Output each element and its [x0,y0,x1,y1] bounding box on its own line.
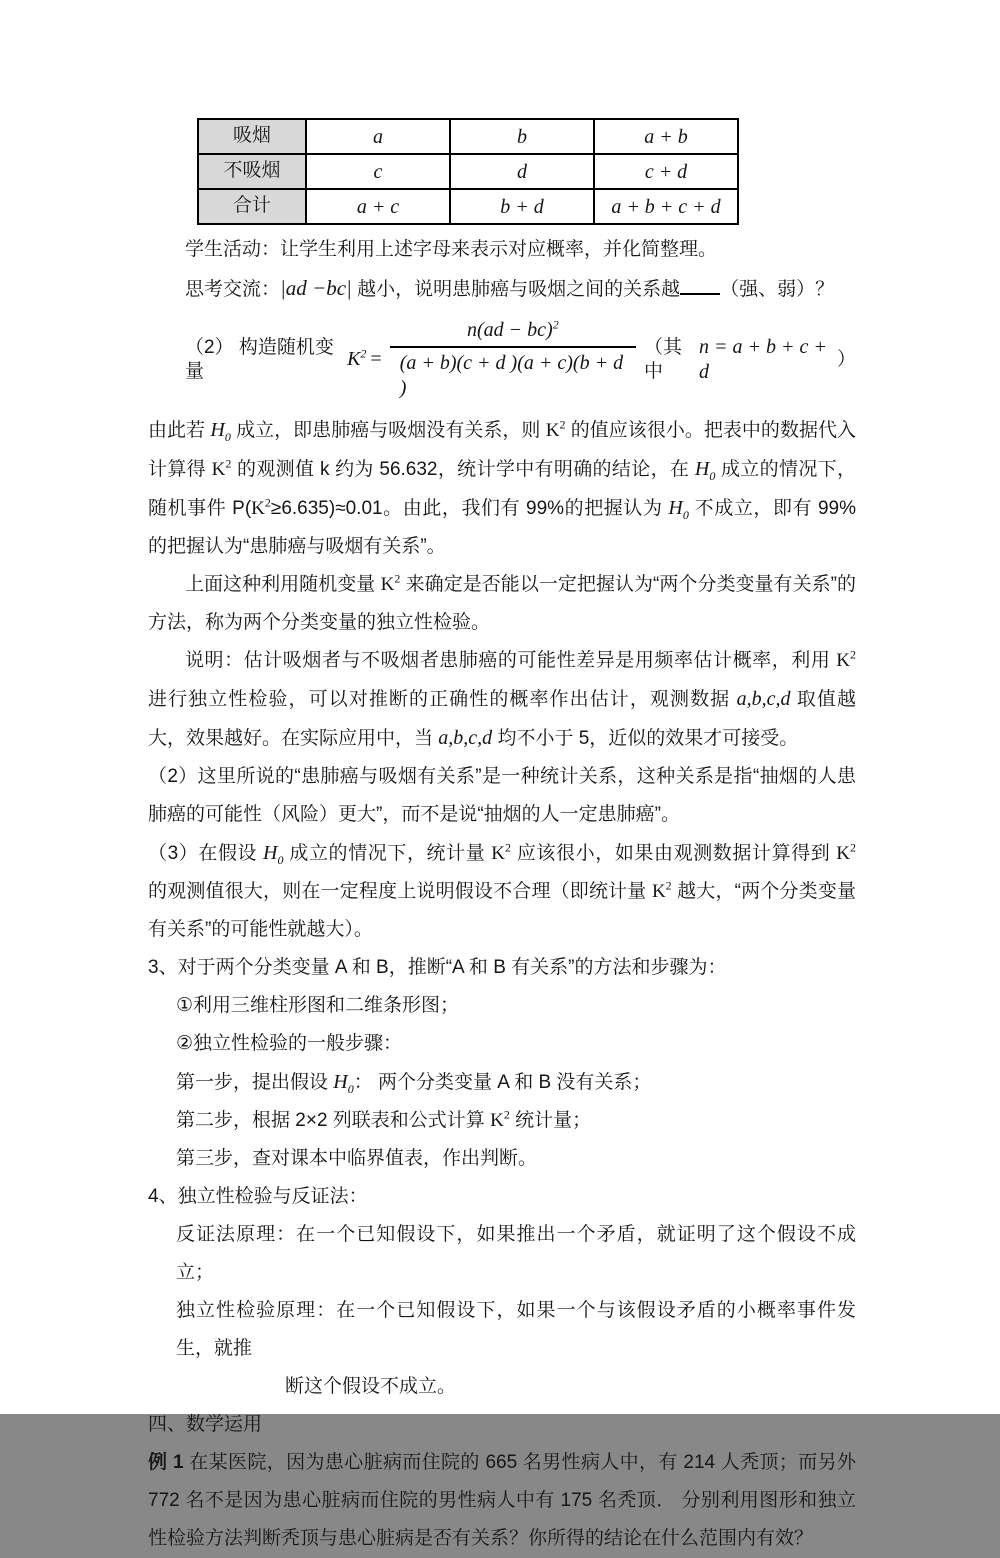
formula-where-open: （其中 [643,336,682,382]
student-activity-line [148,231,856,269]
fraction [390,318,636,401]
text-run: 在某医院，因为患心脏病而住院的 665 名男性病人中，有 214 人秃顶；而另外 772 名不是因为患心脏病而住院的男性病人中有 175 名秃顶． 分别利用图形和独立性检验方法判断秃顶与患心脏病是否有关系？你所得的结论在什么范围内有效？ [148,1452,856,1549]
table-cell: d [450,154,594,189]
text-run: 均不小于 5，近似的效果才可接受。 [492,728,799,749]
text-run: 成立，即患肺癌与吸烟没有关系，则 [230,420,546,441]
text-run: 的观测值 k 约为 56.632，统计学中有明确的结论，在 [231,459,695,480]
math-K2: $K^2$ [491,840,511,864]
text-run: 的观测值很大，则在一定程度上说明假设不合理（即统计量 [148,881,652,902]
equals-sign: = [370,348,382,370]
text-run: ： 两个分类变量 A 和 B 没有关系； [353,1072,652,1093]
text-run: 成立的情况下，统计量 [283,843,492,864]
table-cell: a + c [306,189,450,224]
math-K2: $K^2$ [651,878,672,902]
section4-line1 [148,1216,856,1292]
formula-where-n: n = a + b + c + d [699,335,827,383]
text-run: 四、数学运用 [148,1414,263,1435]
example1-paragraph [148,1444,856,1558]
section3-step3 [148,1140,856,1178]
text-run: 的值应该很小。把表中的数据代入计算得 [148,420,857,480]
section4-title [148,1178,856,1216]
table-cell: a + b + c + d [594,189,738,224]
math-abs-ad-bc: |ad −bc| [280,276,352,300]
section-apply-title [148,1406,856,1444]
table-row [198,154,738,189]
row-header-total: 合计 [198,189,306,224]
text-run: 独立性检验原理：在一个已知假设下，如果一个与该假设矛盾的小概率事件发生，就推 [176,1300,856,1359]
think-mid-text: 越小，说明患肺癌与吸烟之间的关系越 [351,279,681,300]
think-label: 思考交流： [185,279,281,300]
paragraph-note-3 [148,834,856,949]
text-run: （2）这里所说的“患肺癌与吸烟有关系”是一种统计关系，这种关系是指“抽烟的人患肺癌的可能性（风险）更大”，而不是说“抽烟的人一定患肺癌”。 [148,766,856,825]
text-run: 第二步，根据 2×2 列联表和公式计算 [176,1110,491,1131]
text-run: ①利用三维柱形图和二维条形图； [176,995,460,1016]
math-H0: $H_0$ [694,458,716,483]
math-K2: $K^2$ [836,647,856,671]
section4-line2 [148,1292,856,1368]
math-H0: $H_0$ [333,1071,354,1096]
section3-step1 [148,1063,856,1102]
contingency-table [197,118,739,225]
text-run: ②独立性检验的一般步骤： [176,1033,403,1054]
math-K2: $K^2$ [211,456,232,480]
section3-item2 [148,1025,856,1063]
text-run: 说明：估计吸烟者与不吸烟者患肺癌的可能性差异是用频率估计概率，利用 [185,650,837,671]
math-K2: $K^2$ [836,840,856,864]
text-run: 取值越大，效果越好。在实际应用中，当 [148,689,857,749]
paragraph-remark [148,642,856,758]
text-run: 第一步，提出假设 [176,1072,334,1093]
text-run: 成立的情况下，随机事件 P( [148,459,857,519]
math-H0: $H_0$ [210,419,231,444]
fill-in-blank [680,279,720,295]
text-run: ≥6.635)≈0.01。由此，我们有 99%的把握认为 [270,498,669,519]
math-H0: $H_0$ [668,497,689,522]
table-cell: b [450,119,594,154]
table-row [198,119,738,154]
section3-step2 [148,1102,856,1140]
paragraph-independence-test-definition [148,566,856,642]
table-cell: c + d [594,154,738,189]
math-K2: $K^2$ [490,1107,510,1131]
formula-where-close: ） [836,348,856,370]
table-row [198,189,738,224]
text-run: 应该很小，如果由观测数据计算得到 [510,843,837,864]
row-header-smoking: 吸烟 [198,119,306,154]
math-K2: $K^2$ [545,417,566,441]
think-tail-text: （强、弱）？ [720,279,835,300]
k-squared-formula [148,318,856,401]
row-header-nonsmoking: 不吸烟 [198,154,306,189]
math-K2: $K^2$ [380,571,401,595]
math-K2: $K^2$ [347,346,367,370]
fraction-numerator: n(ad − bc)$^2$ [466,317,559,341]
text-run: 上面这种利用随机变量 [185,574,381,595]
fraction-denominator: (a + b)(c + d )(a + c)(b + d ) [390,346,636,401]
text-run: 来确定是否能以一定把握认为“两个分类变量有关系”的方法，称为两个分类变量的独立性检验。 [148,574,857,633]
text-run: 反证法原理：在一个已知假设下，如果推出一个矛盾，就证明了这个假设不成立； [176,1224,856,1283]
text-run: 由此若 [148,420,211,441]
text-run: 统计量； [509,1110,592,1131]
text-run: 4、独立性检验与反证法： [148,1186,368,1207]
table-cell: a [306,119,450,154]
text-run: 越大，“两个分类变量有关系”的可能性就越大）。 [148,881,857,940]
paragraph-note-2 [148,758,856,834]
example1-label: 例 1 [148,1452,184,1473]
math-K2: $K^2$ [251,495,271,519]
student-activity-text: 学生活动：让学生利用上述字母来表示对应概率，并化简整理。 [185,239,718,260]
math-abcd: a,b,c,d [438,727,493,749]
section4-line3 [148,1368,856,1406]
section3-item1 [148,987,856,1025]
text-run: 不成立，即有 99%的把握认为“患肺癌与吸烟有关系”。 [148,498,857,557]
text-run: 断这个假设不成立。 [285,1376,457,1397]
text-run: 第三步，查对课本中临界值表，作出判断。 [176,1148,538,1169]
math-H0: $H_0$ [263,842,284,867]
text-run: 进行独立性检验，可以对推断的正确性的概率作出估计，观测数据 [148,689,737,710]
text-run: （3）在假设 [148,843,264,864]
think-exchange-line [148,269,856,309]
paragraph-h0-conclusion [148,411,856,566]
table-cell: b + d [450,189,594,224]
table-cell: c [306,154,450,189]
table-cell: a + b [594,119,738,154]
formula-prefix: （2） 构造随机变量 [185,336,334,382]
text-run: 3、对于两个分类变量 A 和 B，推断“A 和 B 有关系”的方法和步骤为： [148,957,727,978]
math-abcd: a,b,c,d [736,688,791,710]
section3-title [148,949,856,987]
